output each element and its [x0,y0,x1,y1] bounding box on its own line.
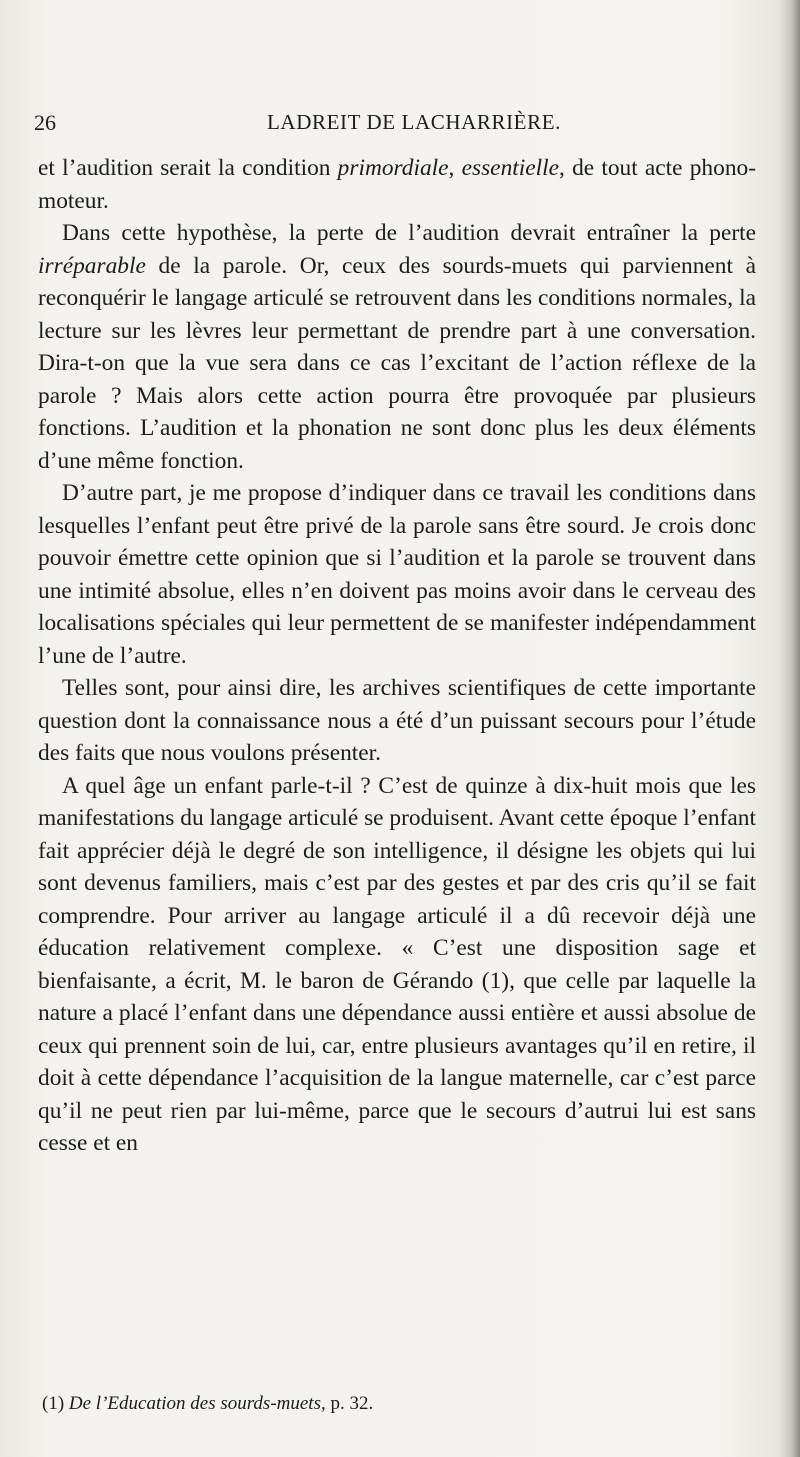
page-edge-shadow [778,0,800,1457]
paragraph [38,477,756,672]
footnote-marker: (1) [42,1393,69,1414]
body-text [38,152,756,1160]
italic-text-run: primordiale [337,155,449,181]
text-run: , de tout acte phono-moteur. [38,155,756,214]
footnote [42,1391,742,1417]
page-header [34,110,754,142]
text-run: A quel âge un enfant parle-t-il ? C’est de quinze à dix-huit mois que les manifestations du langage articulé se produisent. Avant cette époque l’enfant fait apprécier déjà le degré de son intelligence, il désigne les objets qui lui sont devenus familiers, mais c’est par des gestes et par des cris qu’il se fait comprendre. Pour arriver au langage articulé il a dû recevoir déjà une éducation relativement complexe. « C’est une disposition sage et bienfaisante, a écrit, M. le baron de Gérando (1), que celle par laquelle la nature a placé l’enfant dans une dépendance aussi entière et aussi absolue de ceux qui prennent soin de lui, car, entre plusieurs avantages qu’il en retire, il doit à cette dépendance l’acquisition de la langue maternelle, car c’est parce qu’il ne peut rien par lui-même, parce que le secours d’autrui lui est sans cesse et en [38,772,756,1156]
footnote-reference: , p. 32. [320,1393,374,1414]
text-run: D’autre part, je me propose d’indiquer dans ce travail les conditions dans lesquelles l’enfant peut être privé de la parole sans être sourd. Je crois donc pouvoir émettre cette opinion que si l’audition et la parole se trouvent dans une intimité absolue, elles n’en doivent pas moins avoir dans le cerveau des localisations spéciales qui leur permettent de se manifester indépendamment l’une de l’autre. [38,480,756,669]
paragraph [38,217,756,477]
footnote-title: De l’Education des sourds-muets [68,1393,321,1414]
paragraph [38,672,756,770]
text-run: Telles sont, pour ainsi dire, les archives scientifiques de cette importante question dont la connaissance nous a été d’un puissant secours pour l’étude des faits que nous voulons présenter. [38,675,756,766]
paragraph [38,770,756,1160]
text-run: et l’audition serait la condition [38,155,338,181]
text-run: de la parole. Or, ceux des sourds-muets qui parviennent à reconquérir le langage articulé se retrouvent dans les conditions normales, la lecture sur les lèvres leur permettant de prendre part à une conversation. Dira-t-on que la vue sera dans ce cas l’excitant de l’action réflexe de la parole ? Mais alors cette action pourra être provoquée par plusieurs fonctions. L’audition et la phonation ne sont donc plus les deux éléments d’une même fonction. [38,252,756,474]
italic-text-run: irréparable [38,252,146,279]
italic-text-run: essentielle [461,155,560,181]
page-number: 26 [34,110,56,135]
paragraph [38,152,756,217]
text-run: , [448,155,462,181]
text-run: Dans cette hypothèse, la perte de l’audition devrait entraîner la perte [62,220,756,246]
running-title: LADREIT DE LACHARRIÈRE. [267,110,561,134]
